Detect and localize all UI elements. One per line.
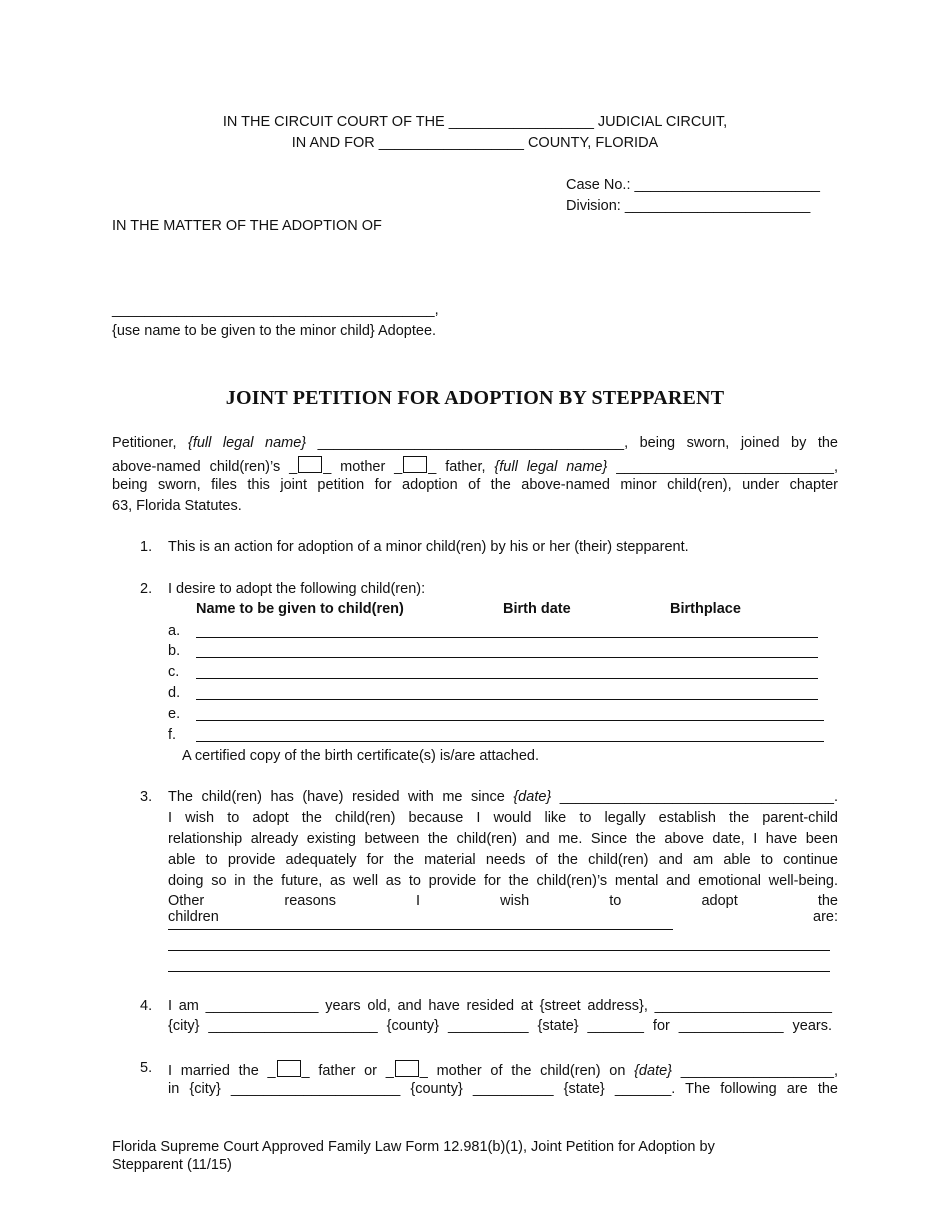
item-3-text: The child(ren) has (have) resided with me since [168, 789, 514, 805]
intro-placeholder: {full legal name} [494, 459, 608, 475]
intro-line-1 [112, 435, 838, 451]
row-letter: a. [168, 623, 181, 639]
intro-line-4: 63, Florida Statutes. [112, 498, 242, 514]
date-placeholder: {date} [634, 1063, 673, 1079]
item-5-text: I married the _ [168, 1063, 276, 1079]
row-letter: f. [168, 727, 177, 743]
row-letter: c. [168, 664, 180, 680]
item-number: 4. [140, 998, 153, 1014]
matter-label: IN THE MATTER OF THE ADOPTION OF [112, 218, 382, 234]
footer-line-2: Stepparent (11/15) [112, 1157, 232, 1173]
reasons-field-2[interactable] [168, 950, 830, 951]
child-row-a-field[interactable] [196, 637, 818, 638]
birth-certificate-note: A certified copy of the birth certificate(s) is/are attached. [182, 748, 540, 764]
child-row-e-field[interactable] [196, 720, 824, 721]
date-placeholder: {date} [513, 789, 552, 805]
column-header-birthdate: Birth date [503, 601, 571, 617]
item-3-line-1 [168, 789, 838, 805]
intro-text: above-named child(ren)’s _ [112, 459, 298, 475]
child-row-f-field[interactable] [196, 741, 824, 742]
adoptee-name-field[interactable]: ________________________________________, [112, 302, 439, 318]
adoptee-note: {use name to be given to the minor child} Adoptee. [112, 323, 437, 339]
parent-name-field[interactable]: ___________________________, [607, 459, 839, 475]
intro-text: Petitioner, [112, 435, 188, 451]
petitioner-name-field[interactable]: ______________________________________, being sworn, joined by the [306, 435, 839, 451]
row-letter: b. [168, 643, 181, 659]
married-father-checkbox[interactable] [277, 1060, 301, 1077]
marriage-date-field[interactable]: ___________________, [672, 1063, 838, 1079]
item-number: 5. [140, 1060, 153, 1076]
intro-line-3: being sworn, files this joint petition for adoption of the above-named minor child(ren), under chapter [112, 477, 838, 493]
page-title: JOINT PETITION FOR ADOPTION BY STEPPARENT [225, 387, 725, 409]
intro-placeholder: {full legal name} [188, 435, 307, 451]
item-3-line-6: Other reasons I wish to adopt the children are: [168, 893, 838, 925]
married-mother-checkbox[interactable] [395, 1060, 419, 1077]
case-number-field[interactable]: Case No.: _______________________ [566, 177, 820, 193]
child-row-d-field[interactable] [196, 699, 818, 700]
item-1-text: This is an action for adoption of a minor child(ren) by his or her (their) stepparent. [168, 539, 689, 555]
reasons-field-1[interactable] [168, 929, 673, 930]
intro-text: _ mother _ [323, 459, 403, 475]
item-5-text: _ mother of the child(ren) on [419, 1063, 635, 1079]
item-3-line-5: doing so in the future, as well as to provide for the child(ren)’s mental and emotional well-being. [168, 873, 838, 889]
item-4-line-1[interactable]: I am ______________ years old, and have resided at {street address}, ______________________ [168, 998, 832, 1014]
item-number: 2. [140, 581, 153, 597]
item-2-text: I desire to adopt the following child(ren): [168, 581, 426, 597]
intro-text: _ father, [428, 459, 495, 475]
row-letter: e. [168, 706, 181, 722]
reasons-field-3[interactable] [168, 971, 830, 972]
item-number: 3. [140, 789, 153, 805]
item-3-line-4: able to provide adequately for the material needs of the child(ren) and am able to continue [168, 852, 838, 868]
child-row-c-field[interactable] [196, 678, 818, 679]
item-3-line-2: I wish to adopt the child(ren) because I would like to legally establish the parent-child [168, 810, 838, 826]
item-number: 1. [140, 539, 153, 555]
division-field[interactable]: Division: _______________________ [566, 198, 811, 214]
court-header-line1: IN THE CIRCUIT COURT OF THE __________________ JUDICIAL CIRCUIT, [222, 114, 728, 130]
father-checkbox[interactable] [403, 456, 427, 473]
mother-checkbox[interactable] [298, 456, 322, 473]
residence-date-field[interactable]: __________________________________. [551, 789, 838, 805]
item-5-line-1 [168, 1060, 838, 1079]
item-3-line-3: relationship already existing between the child(ren) and me. Since the above date, I have been [168, 831, 838, 847]
item-5-line-2[interactable]: in {city} _____________________ {county} __________ {state} _______. The following are the [168, 1081, 838, 1097]
row-letter: d. [168, 685, 181, 701]
intro-line-2 [112, 456, 838, 475]
child-row-b-field[interactable] [196, 657, 818, 658]
item-4-line-2[interactable]: {city} _____________________ {county} __________ {state} _______ for _____________ years. [168, 1018, 832, 1034]
item-5-text: _ father or _ [301, 1063, 394, 1079]
court-header-line2: IN AND FOR __________________ COUNTY, FLORIDA [291, 135, 659, 151]
footer-line-1: Florida Supreme Court Approved Family Law Form 12.981(b)(1), Joint Petition for Adoption by [112, 1139, 715, 1155]
column-header-birthplace: Birthplace [670, 601, 741, 617]
column-header-name: Name to be given to child(ren) [196, 601, 404, 617]
